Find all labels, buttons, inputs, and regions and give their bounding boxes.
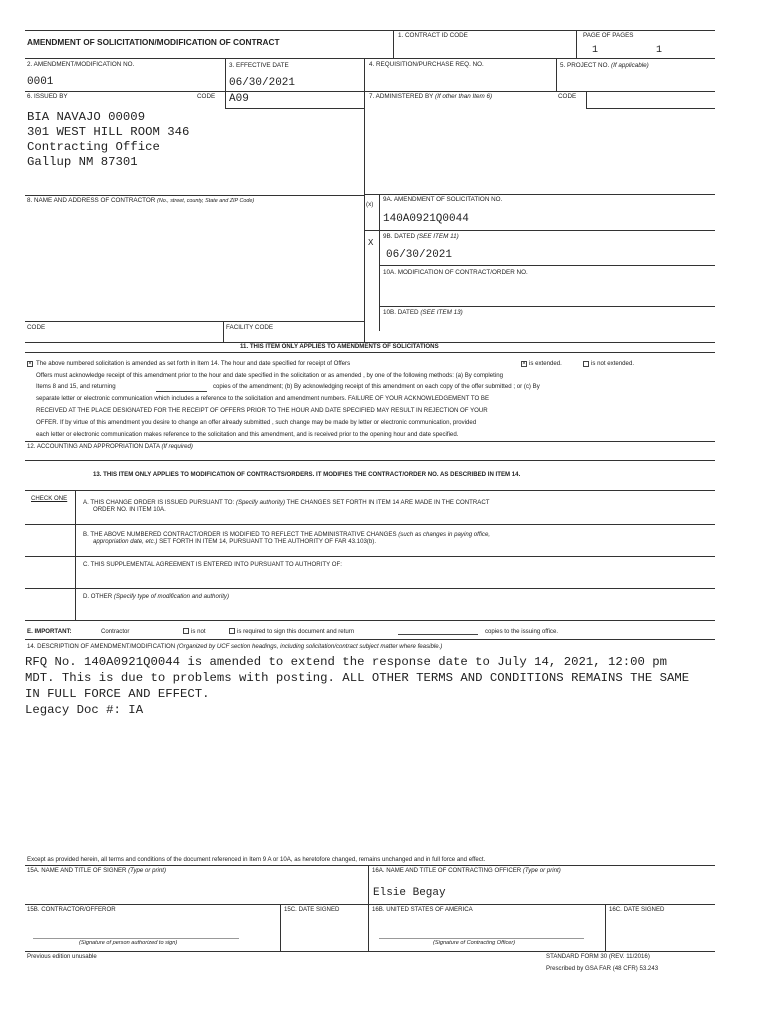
rule [25, 321, 364, 322]
requisition-no-label: 4. REQUISITION/PURCHASE REQ. NO. [369, 61, 484, 68]
option-a-text: ORDER NO. IN ITEM 10A. [93, 506, 166, 513]
important-label: E. IMPORTANT: [27, 628, 72, 635]
rule [25, 620, 715, 621]
administered-by-code-label: CODE [558, 93, 577, 100]
center-divider [364, 58, 365, 343]
divider [223, 321, 224, 343]
rule [25, 639, 715, 640]
copies-label: copies to the issuing office. [485, 628, 559, 635]
rule [25, 195, 364, 196]
divider [576, 30, 577, 58]
project-no-label: 5. PROJECT NO. (If applicable) [560, 62, 649, 69]
contractor-signature-caption: (Signature of person authorized to sign) [79, 940, 178, 946]
accounting-data-label: 12. ACCOUNTING AND APPROPRIATION DATA (If required) [27, 443, 193, 450]
contract-id-code-label: 1. CONTRACT ID CODE [398, 32, 468, 39]
divider [75, 490, 76, 620]
rule [586, 108, 715, 109]
contracting-officer-label: 16A. NAME AND TITLE OF CONTRACTING OFFICER (Type or print) [372, 867, 561, 874]
rule [25, 524, 715, 525]
item-11-text: OFFER. If by virtue of this amendment you desire to change an offer already submitted , such change may be made by letter or electronic communication, provided [36, 419, 477, 426]
x-column-label: (x) [366, 201, 374, 208]
rule [25, 91, 715, 92]
description-label: 14. DESCRIPTION OF AMENDMENT/MODIFICATION (Organized by UCF section headings, including solicitation/contract subject matter where feasible.) [27, 643, 443, 650]
top-rule [25, 30, 715, 31]
copies-count-field[interactable] [156, 391, 207, 392]
dated-9b-x-mark: X [368, 238, 374, 248]
item-13-heading: 13. THIS ITEM ONLY APPLIES TO MODIFICATION OF CONTRACTS/ORDERS. IT MODIFIES THE CONTRACT/ORDER NO. AS DESCRIBED IN ITEM 14. [93, 471, 521, 478]
rule [25, 904, 715, 905]
contractor-name-label: 8. NAME AND ADDRESS OF CONTRACTOR (No., street, county, State and ZIP Code) [27, 197, 255, 204]
rule [25, 441, 715, 442]
contractor-date-signed-label: 15C. DATE SIGNED [284, 906, 340, 913]
solicitation-amended-checkbox[interactable]: × [28, 361, 32, 367]
check-one-label: CHECK ONE [31, 495, 68, 502]
rule [25, 588, 715, 589]
previous-edition-note: Previous edition unusable [27, 953, 97, 960]
item-11-text: The above numbered solicitation is amended as set forth in Item 14. The hour and date specified for receipt of Offers [36, 360, 351, 367]
is-required-checkbox[interactable] [229, 628, 235, 634]
effective-date-label: 3. EFFECTIVE DATE [229, 62, 289, 69]
amendment-no-label: 2. AMENDMENT/MODIFICATION NO. [27, 61, 135, 68]
is-not-label: is not [191, 628, 206, 635]
standard-form-label: STANDARD FORM 30 (REV. 11/2016) [546, 953, 650, 960]
issuer-address-line: Contracting Office [27, 140, 160, 154]
is-extended-label: is extended. [529, 360, 562, 367]
issuer-address-line: BIA NAVAJO 00009 [27, 110, 146, 124]
officer-signature-caption: (Signature of Contracting Officer) [433, 940, 516, 946]
item-11-text: Offers must acknowledge receipt of this amendment prior to the hour and date specified in the solicitation or as amended , by one of the following methods: (a) By completing [36, 372, 503, 379]
rule [379, 265, 715, 266]
contractor-offeror-label: 15B. CONTRACTOR/OFFEROR [27, 906, 116, 913]
dated-10b-label: 10B. DATED (SEE ITEM 13) [383, 309, 463, 316]
item-11-text: Items 8 and 15, and returning [36, 383, 116, 390]
item-11-text: copies of the amendment; (b) By acknowledging receipt of this amendment on each copy of the offer submitted ; or (c) By [213, 383, 540, 390]
rule [225, 108, 364, 109]
issued-by-label: 6. ISSUED BY [27, 93, 68, 100]
option-b-text: B. THE ABOVE NUMBERED CONTRACT/ORDER IS MODIFIED TO REFLECT THE ADMINISTRATIVE CHANGES (such as changes in paying office, [83, 531, 491, 538]
issued-by-code-label: CODE [197, 93, 216, 100]
rule [364, 230, 715, 231]
issuer-address-line: 301 WEST HILL ROOM 346 [27, 125, 190, 139]
amendment-of-solicitation-value: 140A0921Q0044 [383, 213, 469, 225]
divider [379, 194, 380, 331]
united-states-label: 16B. UNITED STATES OF AMERICA [372, 906, 473, 913]
rule [364, 194, 715, 195]
is-not-extended-label: is not extended. [591, 360, 635, 367]
issued-by-code-value: A09 [229, 93, 249, 105]
signer-name-label: 15A. NAME AND TITLE OF SIGNER (Type or print) [27, 867, 166, 874]
divider [556, 58, 557, 91]
is-required-label: is required to sign this document and return [237, 628, 355, 635]
dated-9b-label: 9B. DATED (SEE ITEM 11) [383, 233, 459, 240]
administered-by-label: 7. ADMINISTERED BY (If other than Item 6) [369, 93, 493, 100]
rule [25, 490, 715, 491]
return-copies-field[interactable] [398, 634, 478, 635]
effective-date-value: 06/30/2021 [229, 77, 296, 89]
contractor-code-label: CODE [27, 324, 46, 331]
item-11-text: each letter or electronic communication makes reference to the solicitation and this amendment, and is received prior to the opening hour and date specified. [36, 431, 459, 438]
rule [25, 951, 715, 952]
rule [25, 352, 715, 353]
is-not-extended-checkbox[interactable] [583, 361, 589, 367]
is-extended-checkbox[interactable]: × [522, 361, 526, 367]
description-line: RFQ No. 140A0921Q0044 is amended to extend the response date to July 14, 2021, 12:00 pm [25, 655, 668, 669]
rule [379, 306, 715, 307]
page-number: 1 [592, 45, 599, 56]
page-count: 1 [656, 45, 663, 56]
item-11-heading: 11. THIS ITEM ONLY APPLIES TO AMENDMENTS OF SOLICITATIONS [240, 343, 439, 350]
page-of-pages-label: PAGE OF PAGES [583, 32, 634, 39]
rule [25, 556, 715, 557]
dated-9b-value: 06/30/2021 [386, 249, 453, 261]
divider [393, 30, 394, 58]
divider [225, 58, 226, 108]
modification-no-label: 10A. MODIFICATION OF CONTRACT/ORDER NO. [383, 269, 528, 276]
divider [280, 904, 281, 952]
facility-code-label: FACILITY CODE [226, 324, 274, 331]
item-11-text: RECEIVED AT THE PLACE DESIGNATED FOR THE RECEIPT OF OFFERS PRIOR TO THE HOUR AND DATE SPECIFIED MAY RESULT IN REJECTION OF YOUR [36, 407, 488, 414]
divider [368, 865, 369, 952]
description-line: Legacy Doc #: IA [25, 703, 144, 717]
description-line: IN FULL FORCE AND EFFECT. [25, 687, 210, 701]
option-c-text: C. THIS SUPPLEMENTAL AGREEMENT IS ENTERED INTO PURSUANT TO AUTHORITY OF: [83, 561, 342, 568]
divider [605, 904, 606, 952]
description-line: MDT. This is due to problems with posting. ALL OTHER TERMS AND CONDITIONS REMAINS THE SAME [25, 671, 690, 685]
amendment-no-value: 0001 [27, 76, 54, 88]
except-statement: Except as provided herein, all terms and conditions of the document referenced in Item 9 A or 10A, as heretofore changed, remains unchanged and in full force and effect. [27, 856, 486, 863]
contracting-officer-name: Elsie Begay [373, 887, 446, 899]
contractor-label: Contractor [101, 628, 130, 635]
item-11-text: separate letter or electronic communication which includes a reference to the solicitation and amendment numbers. FAILURE OF YOUR ACKNOWLEDGEMENT TO BE [36, 395, 490, 402]
option-a-text: A. THIS CHANGE ORDER IS ISSUED PURSUANT TO: (Specify authority) THE CHANGES SET FORTH IN ITEM 14 ARE MADE IN THE CONTRACT [83, 499, 490, 506]
amendment-of-solicitation-label: 9A. AMENDMENT OF SOLICITATION NO. [383, 196, 503, 203]
rule [25, 58, 715, 59]
option-d-text: D. OTHER (Specify type of modification and authority) [83, 593, 229, 600]
rule [25, 865, 715, 866]
officer-date-signed-label: 16C. DATE SIGNED [609, 906, 665, 913]
rule [25, 460, 715, 461]
divider [586, 91, 587, 108]
issuer-address-line: Gallup NM 87301 [27, 155, 138, 169]
prescribed-by-label: Prescribed by GSA FAR (48 CFR) 53.243 [546, 965, 659, 972]
option-b-text: appropriation date, etc.) SET FORTH IN ITEM 14, PURSUANT TO THE AUTHORITY OF FAR 43.103(b). [93, 538, 377, 545]
is-not-checkbox[interactable] [183, 628, 189, 634]
form-title: AMENDMENT OF SOLICITATION/MODIFICATION OF CONTRACT [27, 37, 280, 47]
